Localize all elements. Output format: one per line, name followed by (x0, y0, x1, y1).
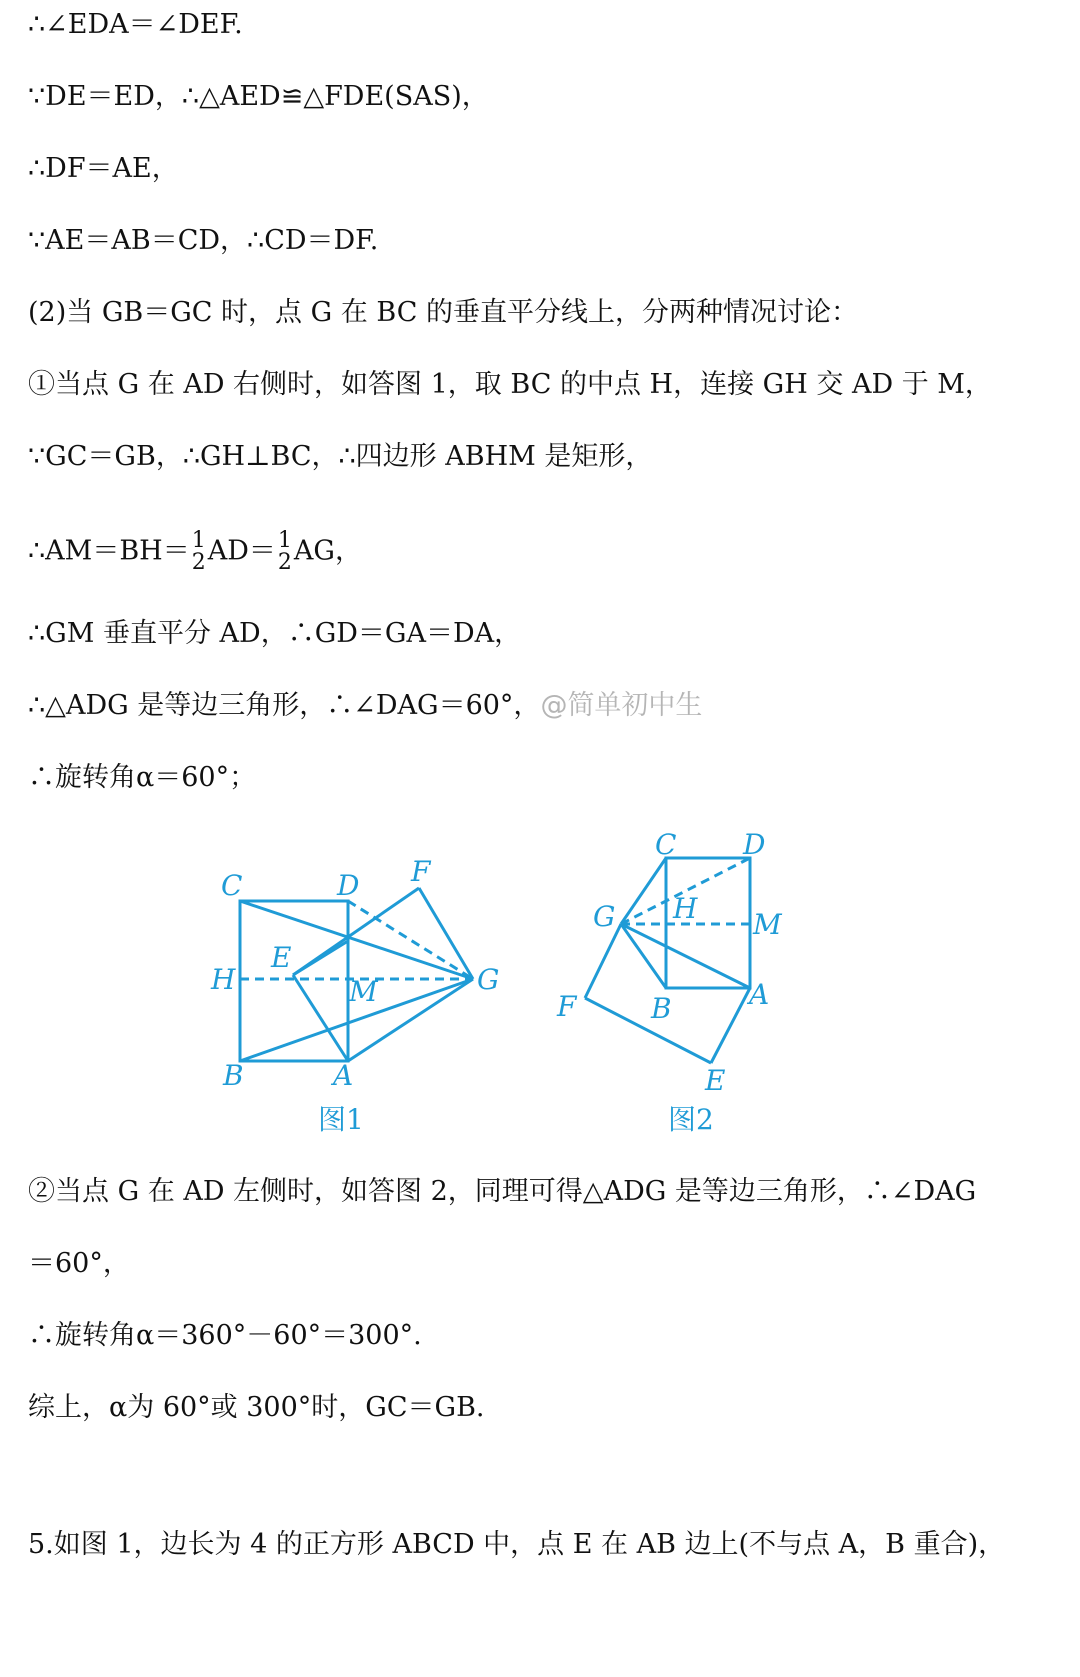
text-line-12: ＝60°， (28, 1248, 130, 1279)
label-b: B (223, 1059, 244, 1092)
text-line-3: ∴DF＝AE， (28, 153, 179, 184)
fraction-suffix: AG， (293, 535, 362, 567)
label-e: E (271, 941, 292, 974)
label-h: H (673, 892, 698, 925)
fraction-half-2 (278, 530, 292, 574)
figure-1 (205, 845, 515, 1115)
text-line-13: ∴旋转角α＝360°－60°＝300°. (28, 1320, 422, 1351)
segment-dg-dashed (348, 901, 473, 979)
text-line-15: 5.如图 1，边长为 4 的正方形 ABCD 中，点 E 在 AB 边上(不与点 A，B 重合)， (28, 1529, 1006, 1560)
fraction-line (28, 530, 362, 574)
fraction-prefix: ∴AM＝BH＝ (28, 535, 190, 567)
label-h: H (211, 963, 236, 996)
segment-e-d (293, 941, 348, 975)
text-line-4: ∵AE＝AB＝CD，∴CD＝DF. (28, 225, 379, 256)
text-line-11: ②当点 G 在 AD 左侧时，如答图 2，同理可得△ADG 是等边三角形，∴∠DAG (28, 1176, 977, 1207)
fraction-half-1 (192, 530, 206, 574)
label-m: M (753, 908, 782, 941)
segment-fe (585, 998, 711, 1063)
text-line-7: ∵GC＝GB，∴GH⊥BC，∴四边形 ABHM 是矩形， (28, 441, 653, 472)
label-f: F (557, 990, 577, 1023)
segment-gf (585, 924, 621, 998)
text-line-1: ∴∠EDA＝∠DEF. (28, 9, 243, 40)
label-g: G (593, 900, 616, 933)
watermark: @简单初中生 (540, 690, 703, 721)
denominator: 2 (191, 550, 206, 575)
segment-fg (419, 888, 473, 979)
text-line-5: (2)当 GB＝GC 时，点 G 在 BC 的垂直平分线上，分两种情况讨论： (28, 297, 858, 328)
numerator: 1 (191, 528, 206, 553)
label-c: C (221, 869, 243, 902)
numerator: 1 (277, 528, 292, 553)
figure-1-diagram (205, 845, 515, 1115)
text-line-9 (28, 689, 702, 723)
segment-ea (711, 988, 750, 1063)
segment-gc (621, 858, 666, 924)
label-c: C (655, 828, 677, 861)
label-e: E (705, 1064, 726, 1097)
figure-2-diagram (555, 820, 815, 1100)
segment-ga (621, 924, 750, 988)
fraction-mid: AD＝ (207, 535, 276, 567)
text-line-9-content: ∴△ADG 是等边三角形，∴∠DAG＝60°， (28, 690, 541, 721)
label-g: G (477, 963, 500, 996)
label-d: D (337, 869, 360, 902)
segment-ae (293, 975, 348, 1061)
label-d: D (743, 828, 766, 861)
denominator: 2 (277, 550, 292, 575)
figure-1-caption: 图1 (318, 1103, 364, 1136)
text-line-10: ∴旋转角α＝60°； (28, 762, 257, 793)
label-a: A (333, 1059, 354, 1092)
label-f: F (411, 855, 431, 888)
label-b: B (651, 992, 672, 1025)
label-m: M (349, 975, 378, 1008)
figure-2-caption: 图2 (668, 1103, 714, 1136)
text-line-6: ①当点 G 在 AD 右侧时，如答图 1，取 BC 的中点 H，连接 GH 交 AD 于 M， (28, 369, 992, 400)
figure-2 (555, 820, 815, 1100)
label-a: A (749, 978, 770, 1011)
text-line-14: 综上，α为 60°或 300°时，GC＝GB. (28, 1392, 485, 1423)
text-line-2: ∵DE＝ED，∴△AED≌△FDE(SAS)， (28, 81, 489, 112)
text-line-8: ∴GM 垂直平分 AD，∴GD＝GA＝DA， (28, 618, 522, 649)
